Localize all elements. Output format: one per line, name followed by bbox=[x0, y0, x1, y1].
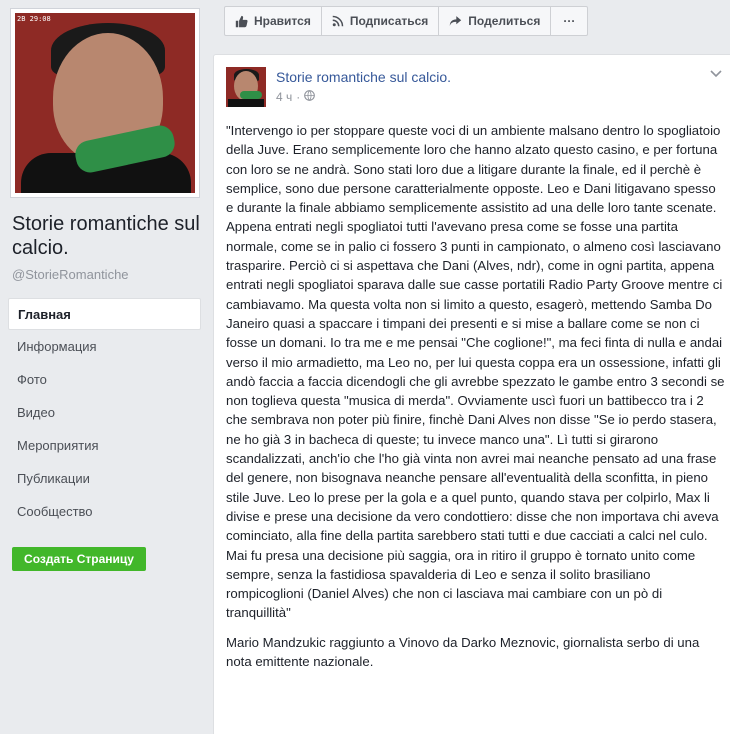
subscribe-button[interactable] bbox=[321, 6, 439, 36]
share-arrow-icon bbox=[449, 15, 462, 27]
create-page-button[interactable]: Создать Страницу bbox=[12, 547, 146, 571]
rss-icon bbox=[332, 15, 344, 27]
nav-item-info[interactable]: Информация bbox=[17, 339, 97, 354]
share-button[interactable] bbox=[438, 6, 551, 36]
page-action-bar bbox=[224, 6, 587, 36]
separator-dot: · bbox=[296, 90, 301, 104]
post-body bbox=[226, 121, 726, 681]
cover-tag: 2B 29:08 bbox=[17, 15, 51, 23]
post-author-avatar[interactable] bbox=[226, 67, 266, 107]
page-nav bbox=[8, 298, 201, 528]
nav-item-videos[interactable]: Видео bbox=[17, 405, 55, 420]
page-handle[interactable]: @StorieRomantiche bbox=[12, 267, 129, 282]
nav-item-home[interactable]: Главная bbox=[8, 298, 201, 330]
like-button[interactable] bbox=[224, 6, 322, 36]
like-label: Нравится bbox=[254, 14, 311, 28]
globe-icon bbox=[304, 90, 315, 104]
subscribe-label: Подписаться bbox=[349, 14, 429, 28]
nav-item-community[interactable]: Сообщество bbox=[17, 504, 93, 519]
nav-item-events[interactable]: Мероприятия bbox=[17, 438, 99, 453]
left-column bbox=[0, 0, 212, 734]
page-title[interactable]: Storie romantiche sul calcio. bbox=[12, 213, 200, 259]
share-label: Поделиться bbox=[468, 14, 541, 28]
post-paragraph-quote: "Intervengo io per stoppare queste voci di un ambiente malsano dentro lo spogliatoio della Juve. Erano semplicemente loro che hanno alzato questo casino, e per fortuna con loro se ne andrà. Sono stati loro due a litigare durante la finale, ed il perchè è semplice, sono due persone caratterialmente opposte. Leo e Dani litigavano spesso e durante la finale abbiamo semplicemente assistito ad una delle loro tante scenate. Appena entrati negli spogliatoi tutti l'avevano presa come se fosse una partita normale, come se in palio ci fossero 3 punti in campionato, o almeno così lasciavano trasparire. Perciò ci si aspettava che Dani (Alves, ndr), come in ogni partita, appena entrati negli spogliatoi sparava dalle sue casse portatili Radio Party Groove mentre ci cambiavamo. Ma questa volta non si limito a questo, esagerò, mettendo Samba Do Janeiro quasi a spaccare i timpani dei presenti e si mise a ballare come se non ci fosse un domani. Io tra me e me pensai "Che coglione!", ma feci finta di nulla e andai verso il mio armadietto, ma Leo no, per lui questa coppa era un ossessione, infatti gli andò faccia a faccia dicendogli che gli avrebbe spezzato le gambe entro 3 secondi se non toglieva questa "musica di merda". Ovviamente uscì fuori un battibecco tra i 2 che sembrava non poter più finire, finchè Dani Alves non disse "Se io perdo stasera, ne ho già 3 in bacheca di queste; tu invece manco una". Lì tutti si girarono scandalizzati, anch'io che l'ho già vinta non avrei mai neanche pensato ad una frase del genere, non bisognava neanche pensare all'eventualità della sconfitta, in pieno stile Juve. Leo lo prese per la gola e a quel punto, quando stava per colpirlo, Max li divise e prese una decisione da vero condottiero: disse che non importava chi aveva cominciato, alla fine della partita sarebbero stati tutti e due cacciati a calci nel culo. Mai fu presa una decisione più saggia, ora in ritiro il gruppo è tornato unito come sempre, senza la fastidiosa spavalderia di Leo e senza il solito brasiliano rompicoglioni (Daniel Alves) che non ci lasciava mai cambiare con un pò di tranquillità" bbox=[226, 123, 725, 621]
nav-item-posts[interactable]: Публикации bbox=[17, 471, 90, 486]
post-timestamp[interactable]: 4 ч bbox=[276, 90, 293, 104]
page-profile-picture[interactable] bbox=[10, 8, 200, 198]
chevron-down-icon[interactable] bbox=[710, 67, 722, 81]
more-dots-icon: ··· bbox=[563, 14, 576, 28]
post-author-name[interactable]: Storie romantiche sul calcio. bbox=[276, 69, 452, 85]
post-paragraph-source: Mario Mandzukic raggiunto a Vinovo da Darko Meznovic, giornalista serbo di una nota emittente nazionale. bbox=[226, 634, 700, 670]
nav-item-photos[interactable]: Фото bbox=[17, 372, 47, 387]
post-meta bbox=[276, 90, 315, 104]
more-options-button[interactable] bbox=[550, 6, 588, 36]
thumbs-up-icon bbox=[235, 15, 248, 28]
post-card bbox=[213, 54, 730, 734]
